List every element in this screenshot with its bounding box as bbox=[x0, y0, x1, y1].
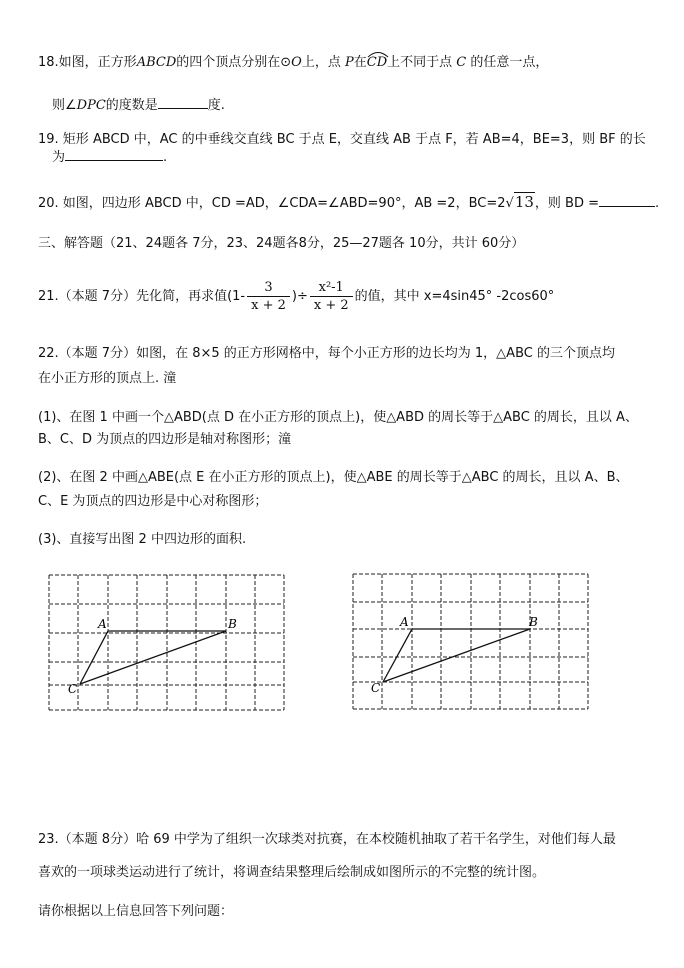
sqrt-expression: √13 bbox=[505, 193, 534, 211]
q18-angle-name: DPC bbox=[76, 98, 106, 113]
section3-heading: 三、解答题（21、24题各 7分，23、24题各8分，25—27题各 10分，共计 60分） bbox=[38, 236, 525, 251]
q22-part1-line1: (1)、在图 1 中画一个△ABD(点 D 在小正方形的顶点上)，使△ABD 的周长等于△ABC 的周长，且以 A、 bbox=[38, 410, 638, 425]
vertex-label-c: C bbox=[371, 681, 381, 695]
vertex-label-a: A bbox=[400, 615, 409, 629]
q18-point-p: P bbox=[344, 55, 354, 70]
q20-text: . bbox=[655, 196, 660, 211]
vertex-label-c: C bbox=[68, 682, 78, 696]
q22-line1: 22.（本题 7分）如图，在 8×5 的正方形网格中，每个小正方形的边长均为 1，△ABC 的三个顶点均 bbox=[38, 346, 615, 361]
q18-text: 的四个顶点分别在⊙ bbox=[176, 55, 292, 70]
q18-answer-blank bbox=[158, 96, 208, 109]
sqrt-radicand: 13 bbox=[514, 193, 534, 211]
q18-line1 bbox=[38, 54, 548, 72]
q23-line3: 请你根据以上信息回答下列问题： bbox=[38, 904, 234, 919]
q18-text: 度. bbox=[207, 98, 225, 113]
grid-figure-1 bbox=[46, 572, 294, 720]
q22-line2: 在小正方形的顶点上. 潼 bbox=[38, 371, 177, 386]
q22-part2-line2: C、E 为顶点的四边形是中心对称图形； bbox=[38, 494, 268, 509]
q19-line1: 19. 矩形 ABCD 中，AC 的中垂线交直线 BC 于点 E，交直线 AB 于点 F，若 AB=4，BE=3，则 BF 的长 bbox=[38, 132, 646, 147]
q18-text: 上，点 bbox=[301, 55, 341, 70]
arc-icon bbox=[367, 50, 389, 58]
q20-line bbox=[38, 193, 659, 213]
q19-line2 bbox=[52, 148, 167, 167]
q18-arc-cd bbox=[367, 55, 387, 70]
q21-text: 21.（本题 7分）先化简，再求值(1- bbox=[38, 289, 246, 304]
triangle-abc bbox=[80, 631, 226, 684]
q20-text: ，则 BD = bbox=[534, 196, 599, 211]
q18-arc-label: CD bbox=[366, 55, 388, 70]
q21-text: 的值，其中 x=4sin45° -2cos60° bbox=[354, 289, 555, 304]
q22-part1-line2: B、C、D 为顶点的四边形是轴对称图形；潼 bbox=[38, 432, 292, 447]
q21-text: )÷ bbox=[291, 289, 308, 304]
q20-answer-blank bbox=[599, 194, 655, 207]
q22-part3: (3)、直接写出图 2 中四边形的面积. bbox=[38, 532, 247, 547]
fraction-denominator: x + 2 bbox=[313, 298, 349, 313]
q21-fraction-2 bbox=[310, 279, 353, 314]
q21-fraction-1 bbox=[247, 279, 290, 314]
q23-line2: 喜欢的一项球类运动进行了统计，将调查结果整理后绘制成如图所示的不完整的统计图。 bbox=[38, 865, 546, 880]
q18-text: 在 bbox=[353, 55, 367, 70]
q18-square-name: ABCD bbox=[136, 55, 177, 70]
triangle-abc bbox=[383, 629, 530, 682]
grid-lines bbox=[49, 575, 284, 710]
vertex-label-a: A bbox=[98, 617, 107, 631]
vertex-label-b: B bbox=[529, 615, 538, 629]
q18-line2 bbox=[52, 96, 225, 115]
fraction-numerator: x²-1 bbox=[310, 279, 353, 297]
q18-text: 则∠ bbox=[52, 98, 77, 113]
fraction-denominator: x + 2 bbox=[251, 298, 286, 313]
q20-text: 20. 如图，四边形 ABCD 中，CD =AD，∠CDA=∠ABD=90°，AB =2，BC=2 bbox=[38, 196, 506, 211]
fraction-numerator: 3 bbox=[247, 279, 290, 297]
vertex-label-b: B bbox=[228, 617, 237, 631]
q18-text: 的度数是 bbox=[105, 98, 158, 113]
q19-answer-blank bbox=[65, 148, 163, 161]
grid-figure-2 bbox=[350, 571, 598, 719]
q19-text: 为 bbox=[52, 150, 66, 165]
grid-lines bbox=[353, 574, 588, 709]
q18-point-c: C bbox=[456, 55, 467, 70]
q18-text: 的任意一点， bbox=[470, 55, 549, 70]
q23-line1: 23.（本题 8分）哈 69 中学为了组织一次球类对抗赛，在本校随机抽取了若干名学生，对他们每人最 bbox=[38, 832, 616, 847]
q18-text: 18.如图，正方形 bbox=[38, 55, 137, 70]
q19-text: . bbox=[163, 150, 168, 165]
q18-text: 上不同于点 bbox=[387, 55, 453, 70]
q18-circle-name: O bbox=[291, 55, 302, 70]
q22-part2-line1: (2)、在图 2 中画△ABE(点 E 在小正方形的顶点上)，使△ABE 的周长等于△ABC 的周长，且以 A、B、 bbox=[38, 470, 629, 485]
q21-line bbox=[38, 278, 554, 316]
